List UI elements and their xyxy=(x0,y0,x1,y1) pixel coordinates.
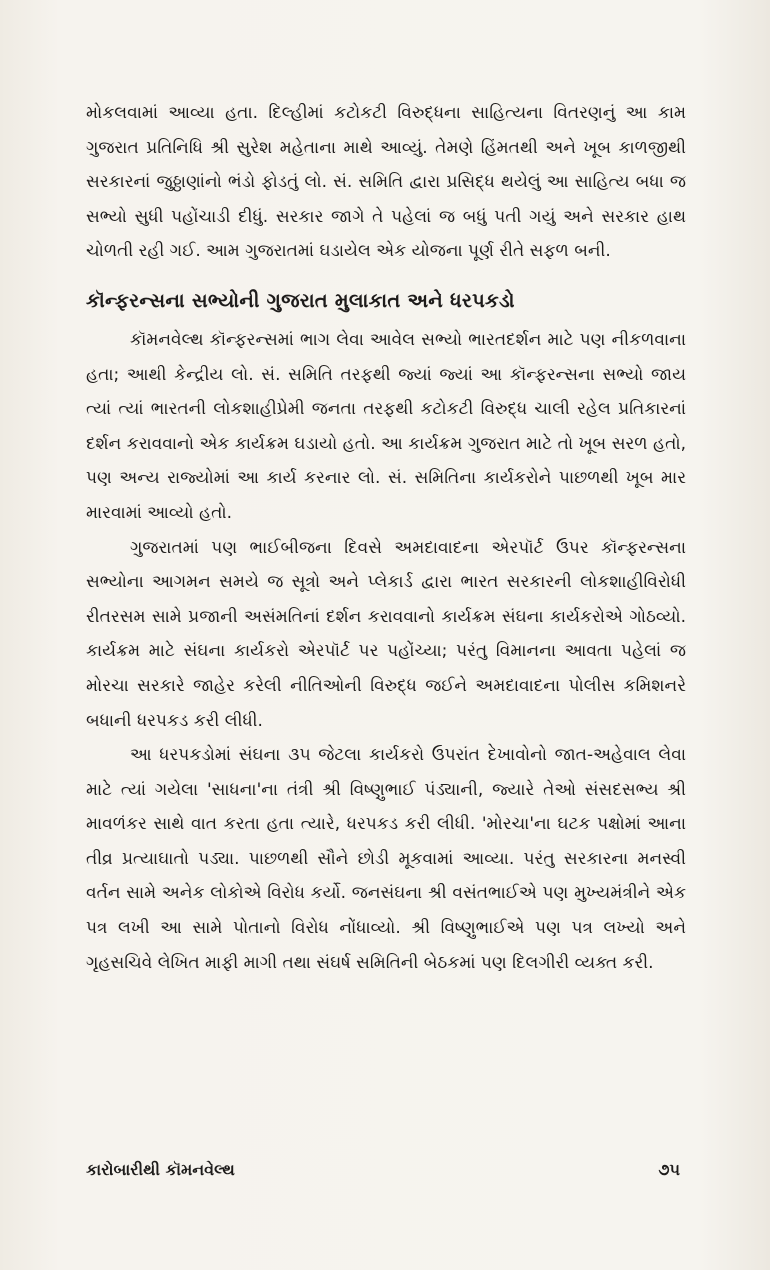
paragraph-continuation: મોકલવામાં આવ્યા હતા. દિલ્હીમાં કટોકટી વિરુદ્ધના સાહિત્યના વિતરણનું આ કામ ગુજરાત પ્રતિનિધિ શ્રી સુરેશ મહેતાના માથે આવ્યું. તેમણે હિંમતથી અને ખૂબ કાળજીથી સરકારનાં જુઠ્ઠાણાંનો ભંડો ફોડતું લો. સં. સમિતિ દ્વારા પ્રસિદ્ધ થયેલું આ સાહિત્ય બધા જ સભ્યો સુધી પહોંચાડી દીધું. સરકાર જાગે તે પહેલાં જ બધું પતી ગયું અને સરકાર હાથ ચોળતી રહી ગઈ. આમ ગુજરાતમાં ઘડાયેલ એક યોજના પૂર્ણ રીતે સફળ બની. xyxy=(86,103,686,262)
paragraph-conference-tour: કૉમનવેલ્થ કૉન્ફરન્સમાં ભાગ લેવા આવેલ સભ્યો ભારતદર્શન માટે પણ નીકળવાના હતા; આથી કેન્દ્રીય લો. સં. સમિતિ તરફથી જ્યાં જ્યાં આ કૉન્ફરન્સના સભ્યો જાય ત્યાં ત્યાં ભારતની લોકશાહીપ્રેમી જનતા તરફથી કટોકટી વિરુદ્ધ ચાલી રહેલ પ્રતિકારનાં દર્શન કરાવવાનો એક કાર્યક્રમ ઘડાયો હતો. આ કાર્યક્રમ ગુજરાત માટે તો ખૂબ સરળ હતો, પણ અન્ય રાજ્યોમાં આ કાર્ય કરનાર લો. સં. સમિતિના કાર્યકરોને પાછળથી ખૂબ માર મારવામાં આવ્યો હતો. xyxy=(86,329,686,523)
page-number: ૭૫ xyxy=(658,1160,680,1179)
body-text xyxy=(86,96,686,980)
paragraph-airport-protest: ગુજરાતમાં પણ ભાઈબીજના દિવસે અમદાવાદના એરપૉર્ટ ઉપર કૉન્ફરન્સના સભ્યોના આગમન સમયે જ સૂત્રો અને પ્લેકાર્ડ દ્વારા ભારત સરકારની લોકશાહીવિરોધી રીતરસમ સામે પ્રજાની અસંમતિનાં દર્શન કરાવવાનો કાર્યક્રમ સંઘના કાર્યકરોએ ગોઠવ્યો. કાર્યક્રમ માટે સંઘના કાર્યકરો એરપૉર્ટ પર પહોંચ્યા; પરંતુ વિમાનના આવતા પહેલાં જ મોરચા સરકારે જાહેર કરેલી નીતિઓની વિરુદ્ધ જઈને અમદાવાદના પોલીસ કમિશનરે બધાની ધરપકડ કરી લીધી. xyxy=(86,537,686,731)
section-heading: કૉન્ફરન્સના સભ્યોની ગુજરાત મુલાકાત અને ધરપકડો xyxy=(86,288,515,312)
footer-book-title: કારોબારીથી કૉમનવેલ્થ xyxy=(86,1160,235,1179)
paragraph-arrests: આ ધરપકડોમાં સંઘના ૩૫ જેટલા કાર્યકરો ઉપરાંત દેખાવોનો જાત-અહેવાલ લેવા માટે ત્યાં ગયેલા 'સાધના'ના તંત્રી શ્રી વિષ્ણુભાઈ પંડ્યાની, જ્યારે તેઓ સંસદસભ્ય શ્રી માવળંકર સાથે વાત કરતા હતા ત્યારે, ધરપકડ કરી લીધી. 'મોરચા'ના ઘટક પક્ષોમાં આના તીવ્ર પ્રત્યાઘાતો પડ્યા. પાછળથી સૌને છોડી મૂકવામાં આવ્યા. પરંતુ સરકારના મનસ્વી વર્તન સામે અનેક લોકોએ વિરોધ કર્યો. જનસંઘના શ્રી વસંતભાઈએ પણ મુખ્યમંત્રીને એક પત્ર લખી આ સામે પોતાનો વિરોધ નોંધાવ્યો. શ્રી વિષ્ણુભાઈએ પણ પત્ર લખ્યો અને ગૃહસચિવે લેખિત માફી માગી તથા સંઘર્ષ સમિતિની બેઠકમાં પણ દિલગીરી વ્યક્ત કરી. xyxy=(86,745,686,973)
